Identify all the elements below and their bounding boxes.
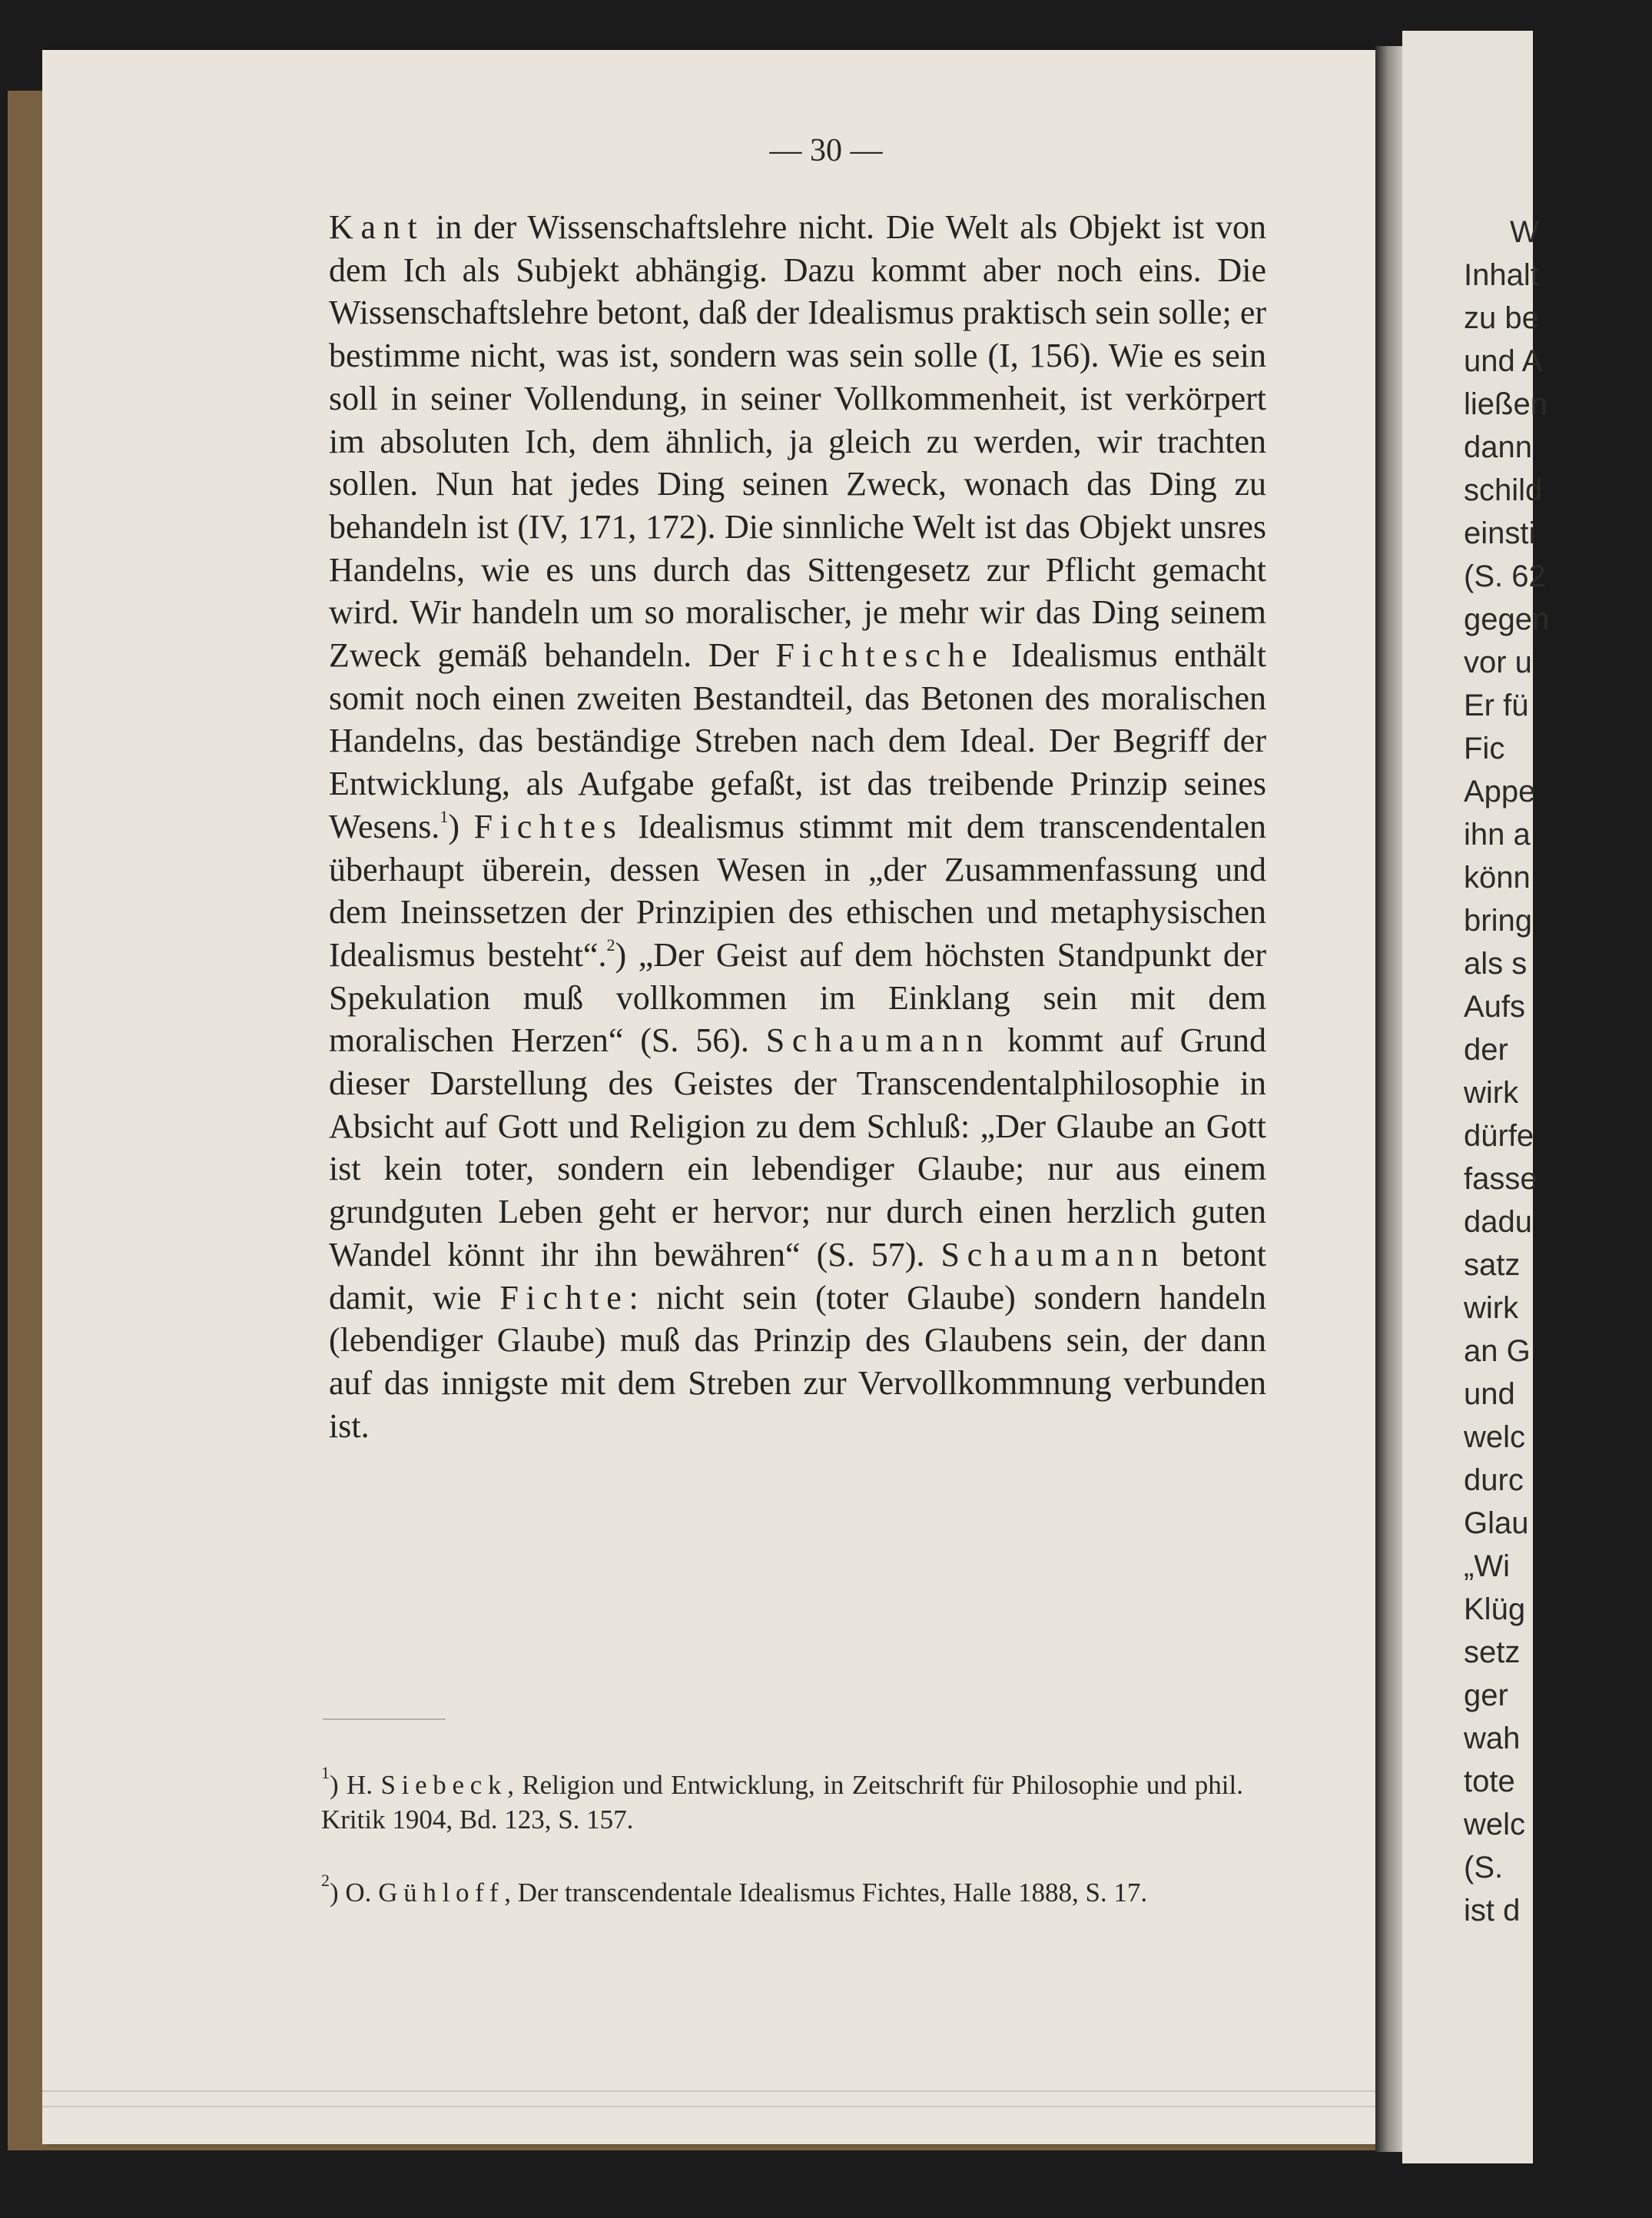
spaced-name: Fichtesche — [775, 636, 995, 675]
facing-page-line: schild — [1464, 473, 1543, 507]
facing-page-line: setz — [1464, 1635, 1521, 1669]
page-stack-edge — [42, 2090, 1379, 2107]
book-gutter — [1375, 46, 1406, 2152]
facing-page-line: ließen — [1464, 387, 1548, 421]
footnote-text: , Religion und Entwicklung, in Zeitschrift für Philosophie und phil. Kritik 1904, Bd. 123, S. 157. — [321, 1770, 1243, 1834]
footnote-marker: 2 — [321, 1871, 330, 1890]
facing-page — [1402, 31, 1550, 2163]
text-run: ) — [448, 807, 474, 845]
footnote-text: ) O. — [330, 1878, 379, 1908]
facing-page-line: wirk — [1464, 1291, 1519, 1325]
facing-page-line: welc — [1464, 1808, 1526, 1841]
facing-page-line: gegen — [1464, 603, 1550, 636]
facing-page-line: zu be — [1464, 301, 1539, 335]
spaced-name: Fichte — [499, 1278, 629, 1317]
facing-page-line: ihn a — [1464, 818, 1531, 852]
spaced-name: Kant — [329, 208, 425, 246]
facing-page-line: Glau — [1464, 1506, 1529, 1540]
text-run: ) „Der Geist auf dem höchsten Standpunkt der Spekulation muß vollkommen im Einklang sein mit dem moralischen Herzen“ (S. 56). — [329, 935, 1266, 1060]
facing-page-line: vor u — [1464, 646, 1532, 679]
facing-page-line: tote — [1464, 1765, 1515, 1798]
facing-page-line: welc — [1464, 1420, 1526, 1454]
facing-page-line: bring — [1464, 904, 1532, 938]
facing-page-line: Fic — [1464, 732, 1505, 765]
text-run: betont damit, wie — [329, 1235, 1266, 1317]
text-run: : nicht sein (toter Glaube) sondern handeln (lebendiger Glaube) muß das Prinzip des Glaubens sein, der dann auf das innigste mit dem Streben zur Vervollkommnung verbunden ist. — [329, 1278, 1266, 1445]
spaced-name: Schaumann — [940, 1235, 1166, 1273]
footnote-text: , Der transcendentale Idealismus Fichtes, Halle 1888, S. 17. — [504, 1878, 1148, 1908]
footnote-text: ) H. — [330, 1770, 381, 1800]
facing-page-line: dürfe — [1464, 1119, 1534, 1153]
facing-page-line: könn — [1464, 861, 1531, 895]
spaced-name: Siebeck — [380, 1770, 508, 1800]
facing-page-line: wirk — [1464, 1076, 1519, 1110]
text-run: in der Wissenschaftslehre nicht. Die Welt als Objekt ist von dem Ich als Subjekt abhängig. Dazu kommt aber noch eins. Die Wissenschaftslehre betont, daß der Idealismus praktisch sein solle; er bestimme nicht, was ist, sondern was sein solle (I, 156). Wie es sein soll in seiner Vollendung, in seiner Vollkommenheit, ist verkörpert im absoluten Ich, dem ähnlich, ja gleich zu werden, wir trachten sollen. Nun hat jedes Ding seinen Zweck, wonach das Ding zu behandeln ist (IV, 171, 172). Die sinnliche Welt ist das Objekt unsres Handelns, wie es uns durch das Sittengesetz zur Pflicht gemacht wird. Wir handeln um so moralischer, je mehr wir das Ding seinem Zweck gemäß behandeln. Der — [329, 208, 1266, 675]
facing-page-line: W — [1510, 215, 1539, 249]
facing-page-line: Er fü — [1464, 689, 1529, 722]
facing-page-line: Klüg — [1464, 1592, 1526, 1626]
facing-page-line: an G — [1464, 1334, 1531, 1368]
main-text — [329, 206, 1266, 1447]
page-number: — 30 — — [769, 133, 883, 168]
facing-page-line: dann — [1464, 430, 1532, 464]
footnote-1 — [321, 1763, 1243, 1837]
spaced-name: Fichtes — [473, 807, 624, 845]
text-run: kommt auf Grund dieser Darstellung des Geistes der Transcendentalphilosophie in Absicht auf Gott und Religion zu dem Schluß: „Der Glaube an Gott ist kein toter, sondern ein lebendiger Glaube; nur aus einem grundguten Leben geht er hervor; nur durch einen herzlich guten Wandel könnt ihr ihn bewähren“ (S. 57). — [329, 1021, 1266, 1273]
footnote-marker: 1 — [321, 1763, 330, 1782]
facing-page-line: fasse — [1464, 1162, 1538, 1196]
facing-page-line: (S. 62 — [1464, 559, 1546, 593]
facing-page-line: „Wi — [1464, 1549, 1510, 1583]
footnote-ref: 2 — [606, 935, 615, 955]
facing-page-line: Appe — [1464, 775, 1536, 809]
facing-page-line: ger — [1464, 1678, 1508, 1712]
facing-page-line: Aufs — [1464, 990, 1526, 1024]
spaced-name: Schaumann — [765, 1021, 991, 1060]
facing-page-line: Inhalt — [1464, 258, 1539, 292]
text-run: Idealismus stimmt mit dem transcendentalen überhaupt überein, dessen Wesen in „der Zusammenfassung und dem Ineinssetzen der Prinzipien des ethischen und metaphysischen Idealismus besteht“. — [329, 807, 1266, 974]
footnote-ref: 1 — [440, 806, 449, 826]
facing-page-line: und — [1464, 1377, 1515, 1411]
facing-page-line: ist d — [1464, 1894, 1521, 1927]
spaced-name: Gühloff — [378, 1878, 505, 1908]
facing-page-line: wah — [1464, 1722, 1521, 1755]
footnote-2 — [321, 1871, 1243, 1910]
footnote-rule — [323, 1718, 446, 1720]
facing-page-line: und A — [1464, 344, 1543, 378]
facing-page-line: einsti — [1464, 516, 1536, 550]
facing-page-line: der — [1464, 1033, 1508, 1067]
facing-page-line: satz — [1464, 1248, 1521, 1282]
facing-page-line: dadu — [1464, 1205, 1532, 1239]
text-run: Idealismus enthält somit noch einen zweiten Bestandteil, das Betonen des moralischen Handelns, das beständige Streben nach dem Ideal. Der Begriff der Entwicklung, als Aufgabe gefaßt, ist das treibende Prinzip seines Wesens. — [329, 636, 1266, 845]
facing-page-line: als s — [1464, 947, 1528, 981]
facing-page-line: durc — [1464, 1463, 1524, 1497]
facing-page-line: (S. — [1464, 1851, 1504, 1884]
